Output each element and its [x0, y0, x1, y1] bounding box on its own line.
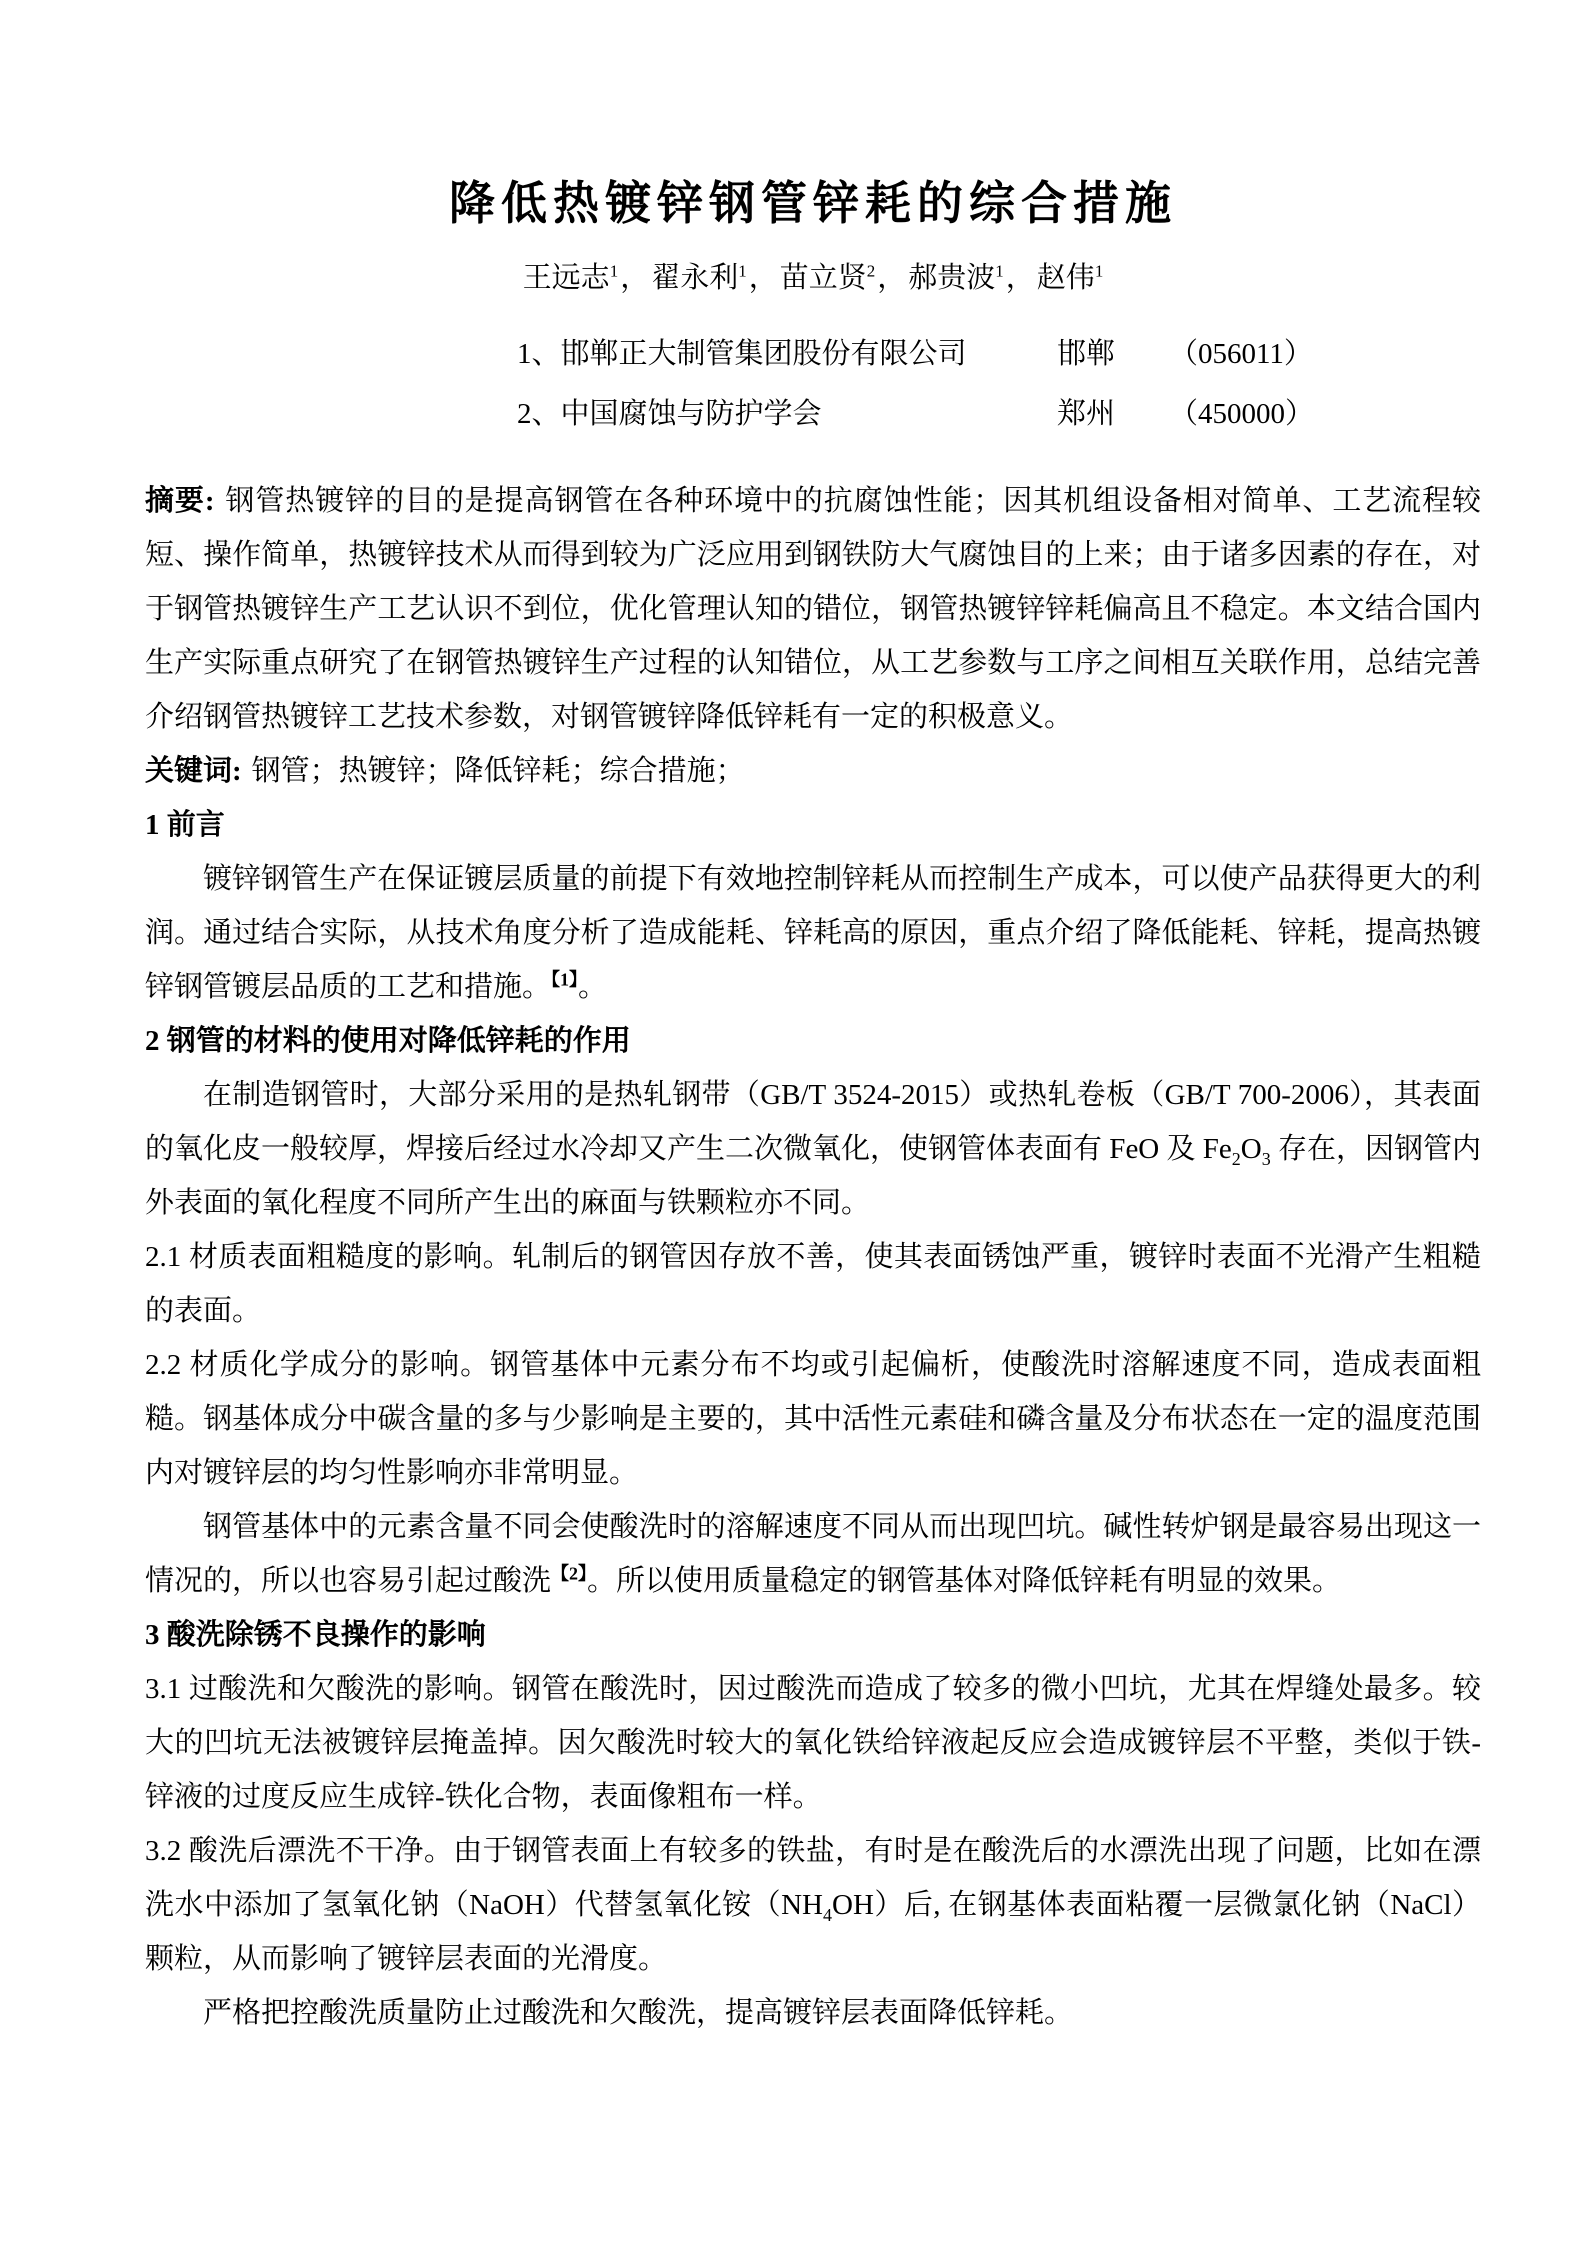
chemical-subscript: 3 — [1261, 1148, 1271, 1169]
keywords-text: 钢管；热镀锌；降低锌耗；综合措施； — [251, 754, 745, 787]
author-separator: ， — [1005, 261, 1035, 294]
affiliation-row — [517, 384, 1481, 444]
paragraph-text: 镀锌钢管生产在保证镀层质量的前提下有效地控制锌耗从而控制生产成本，可以使产品获得更大的利润。通过结合实际，从技术角度分析了造成能耗、锌耗高的原因，重点介绍了降低能耗、锌耗，提高热镀锌钢管镀层品质的工艺和措施。 — [145, 862, 1481, 1003]
reference-marker-2: 【2】 — [551, 1563, 588, 1584]
paragraph-text: 存在，因钢管内外表面的氧化程度不同所产生出的麻面与铁颗粒亦不同。 — [145, 1132, 1481, 1219]
affiliation-row — [517, 324, 1481, 384]
document-body — [145, 474, 1481, 2040]
section-heading-1: 1 前言 — [145, 808, 225, 841]
abstract-label: 摘要: — [145, 484, 215, 517]
paragraph-text: 。 — [578, 970, 608, 1003]
author-separator: ， — [620, 261, 650, 294]
page-title: 降低热镀锌钢管锌耗的综合措施 — [449, 178, 1177, 229]
paragraph-text: 钢管基体中的元素含量不同会使酸洗时的溶解速度不同从而出现凹坑。碱性转炉钢是最容易出现这一情况的，所以也容易引起过酸洗 — [145, 1510, 1481, 1597]
authors-line — [145, 261, 1481, 296]
author-affil-ref: 1 — [609, 261, 619, 281]
affiliation-org: 2、中国腐蚀与防护学会 — [517, 397, 822, 430]
section-heading-3: 3 酸洗除锈不良操作的影响 — [145, 1618, 486, 1651]
author-affil-ref: 1 — [1094, 261, 1104, 281]
body-paragraph: 严格把控酸洗质量防止过酸洗和欠酸洗，提高镀锌层表面降低锌耗。 — [203, 1996, 1074, 2029]
abstract-paragraph — [145, 474, 1481, 744]
author-affil-ref: 1 — [995, 261, 1004, 281]
paragraph-text: 3.2 酸洗后漂洗不干净。由于钢管表面上有较多的铁盐，有时是在酸洗后的水漂洗出现了问题，比如在漂洗水中添加了氢氧化钠（NaOH）代替氢氧化铵（NH — [145, 1834, 1481, 1921]
body-paragraph — [145, 852, 1481, 1014]
author-name: 王远志 — [522, 261, 610, 294]
reference-marker-1: 【1】 — [551, 969, 579, 990]
body-paragraph — [145, 1068, 1481, 1230]
author-name: 郝贵波 — [908, 261, 996, 294]
author-affil-ref: 1 — [738, 261, 747, 281]
paragraph-text: 在制造钢管时，大部分采用的是热轧钢带（GB/T 3524-2015）或热轧卷板（GB/T 700-2006），其表面的氧化皮一般较厚，焊接后经过水冷却又产生二次微氧化，使钢管体表面有 FeO 及 Fe — [145, 1078, 1481, 1165]
keywords-label: 关键词: — [145, 754, 242, 787]
author-separator: ， — [877, 261, 907, 294]
body-paragraph: 2.2 材质化学成分的影响。钢管基体中元素分布不均或引起偏析，使酸洗时溶解速度不同，造成表面粗糙。钢基体成分中碳含量的多与少影响是主要的，其中活性元素硅和磷含量及分布状态在一定的温度范围内对镀锌层的均匀性影响亦非常明显。 — [145, 1348, 1481, 1489]
abstract-text: 钢管热镀锌的目的是提高钢管在各种环境中的抗腐蚀性能；因其机组设备相对简单、工艺流程较短、操作简单，热镀锌技术从而得到较为广泛应用到钢铁防大气腐蚀目的上来；由于诸多因素的存在，对于钢管热镀锌生产工艺认识不到位，优化管理认知的错位，钢管热镀锌锌耗偏高且不稳定。本文结合国内生产实际重点研究了在钢管热镀锌生产过程的认知错位，从工艺参数与工序之间相互关联作用，总结完善介绍钢管热镀锌工艺技术参数，对钢管镀锌降低锌耗有一定的积极意义。 — [145, 484, 1481, 733]
body-paragraph — [145, 1824, 1481, 1986]
keywords-paragraph — [145, 744, 1481, 798]
affiliation-postcode: （450000） — [1169, 397, 1315, 430]
paragraph-text: O — [1240, 1132, 1262, 1165]
chemical-subscript: 2 — [1231, 1148, 1241, 1169]
author-name: 赵伟 — [1036, 261, 1095, 294]
paragraph-text: 。所以使用质量稳定的钢管基体对降低锌耗有明显的效果。 — [587, 1564, 1342, 1597]
author-separator: ， — [748, 261, 778, 294]
section-heading-2: 2 钢管的材料的使用对降低锌耗的作用 — [145, 1024, 631, 1057]
affiliations-block — [517, 324, 1481, 444]
chemical-subscript: 4 — [823, 1904, 832, 1925]
body-paragraph: 3.1 过酸洗和欠酸洗的影响。钢管在酸洗时，因过酸洗而造成了较多的微小凹坑，尤其在焊缝处最多。较大的凹坑无法被镀锌层掩盖掉。因欠酸洗时较大的氧化铁给锌液起反应会造成镀锌层不平整，类似于铁-锌液的过度反应生成锌-铁化合物，表面像粗布一样。 — [145, 1672, 1481, 1813]
affiliation-city: 郑州 — [1057, 397, 1116, 430]
affiliation-postcode: （056011） — [1169, 337, 1313, 370]
paragraph-text: OH）后, 在钢基体表面粘覆一层微氯化钠（NaCl）颗粒，从而影响了镀锌层表面的光滑度。 — [145, 1888, 1481, 1975]
affiliation-org: 1、邯郸正大制管集团股份有限公司 — [517, 337, 967, 370]
author-name: 苗立贤 — [779, 261, 867, 294]
author-name: 翟永利 — [651, 261, 739, 294]
author-affil-ref: 2 — [866, 261, 876, 281]
body-paragraph: 2.1 材质表面粗糙度的影响。轧制后的钢管因存放不善，使其表面锈蚀严重，镀锌时表面不光滑产生粗糙的表面。 — [145, 1240, 1481, 1327]
affiliation-city: 邯郸 — [1057, 337, 1116, 370]
body-paragraph — [145, 1500, 1481, 1608]
